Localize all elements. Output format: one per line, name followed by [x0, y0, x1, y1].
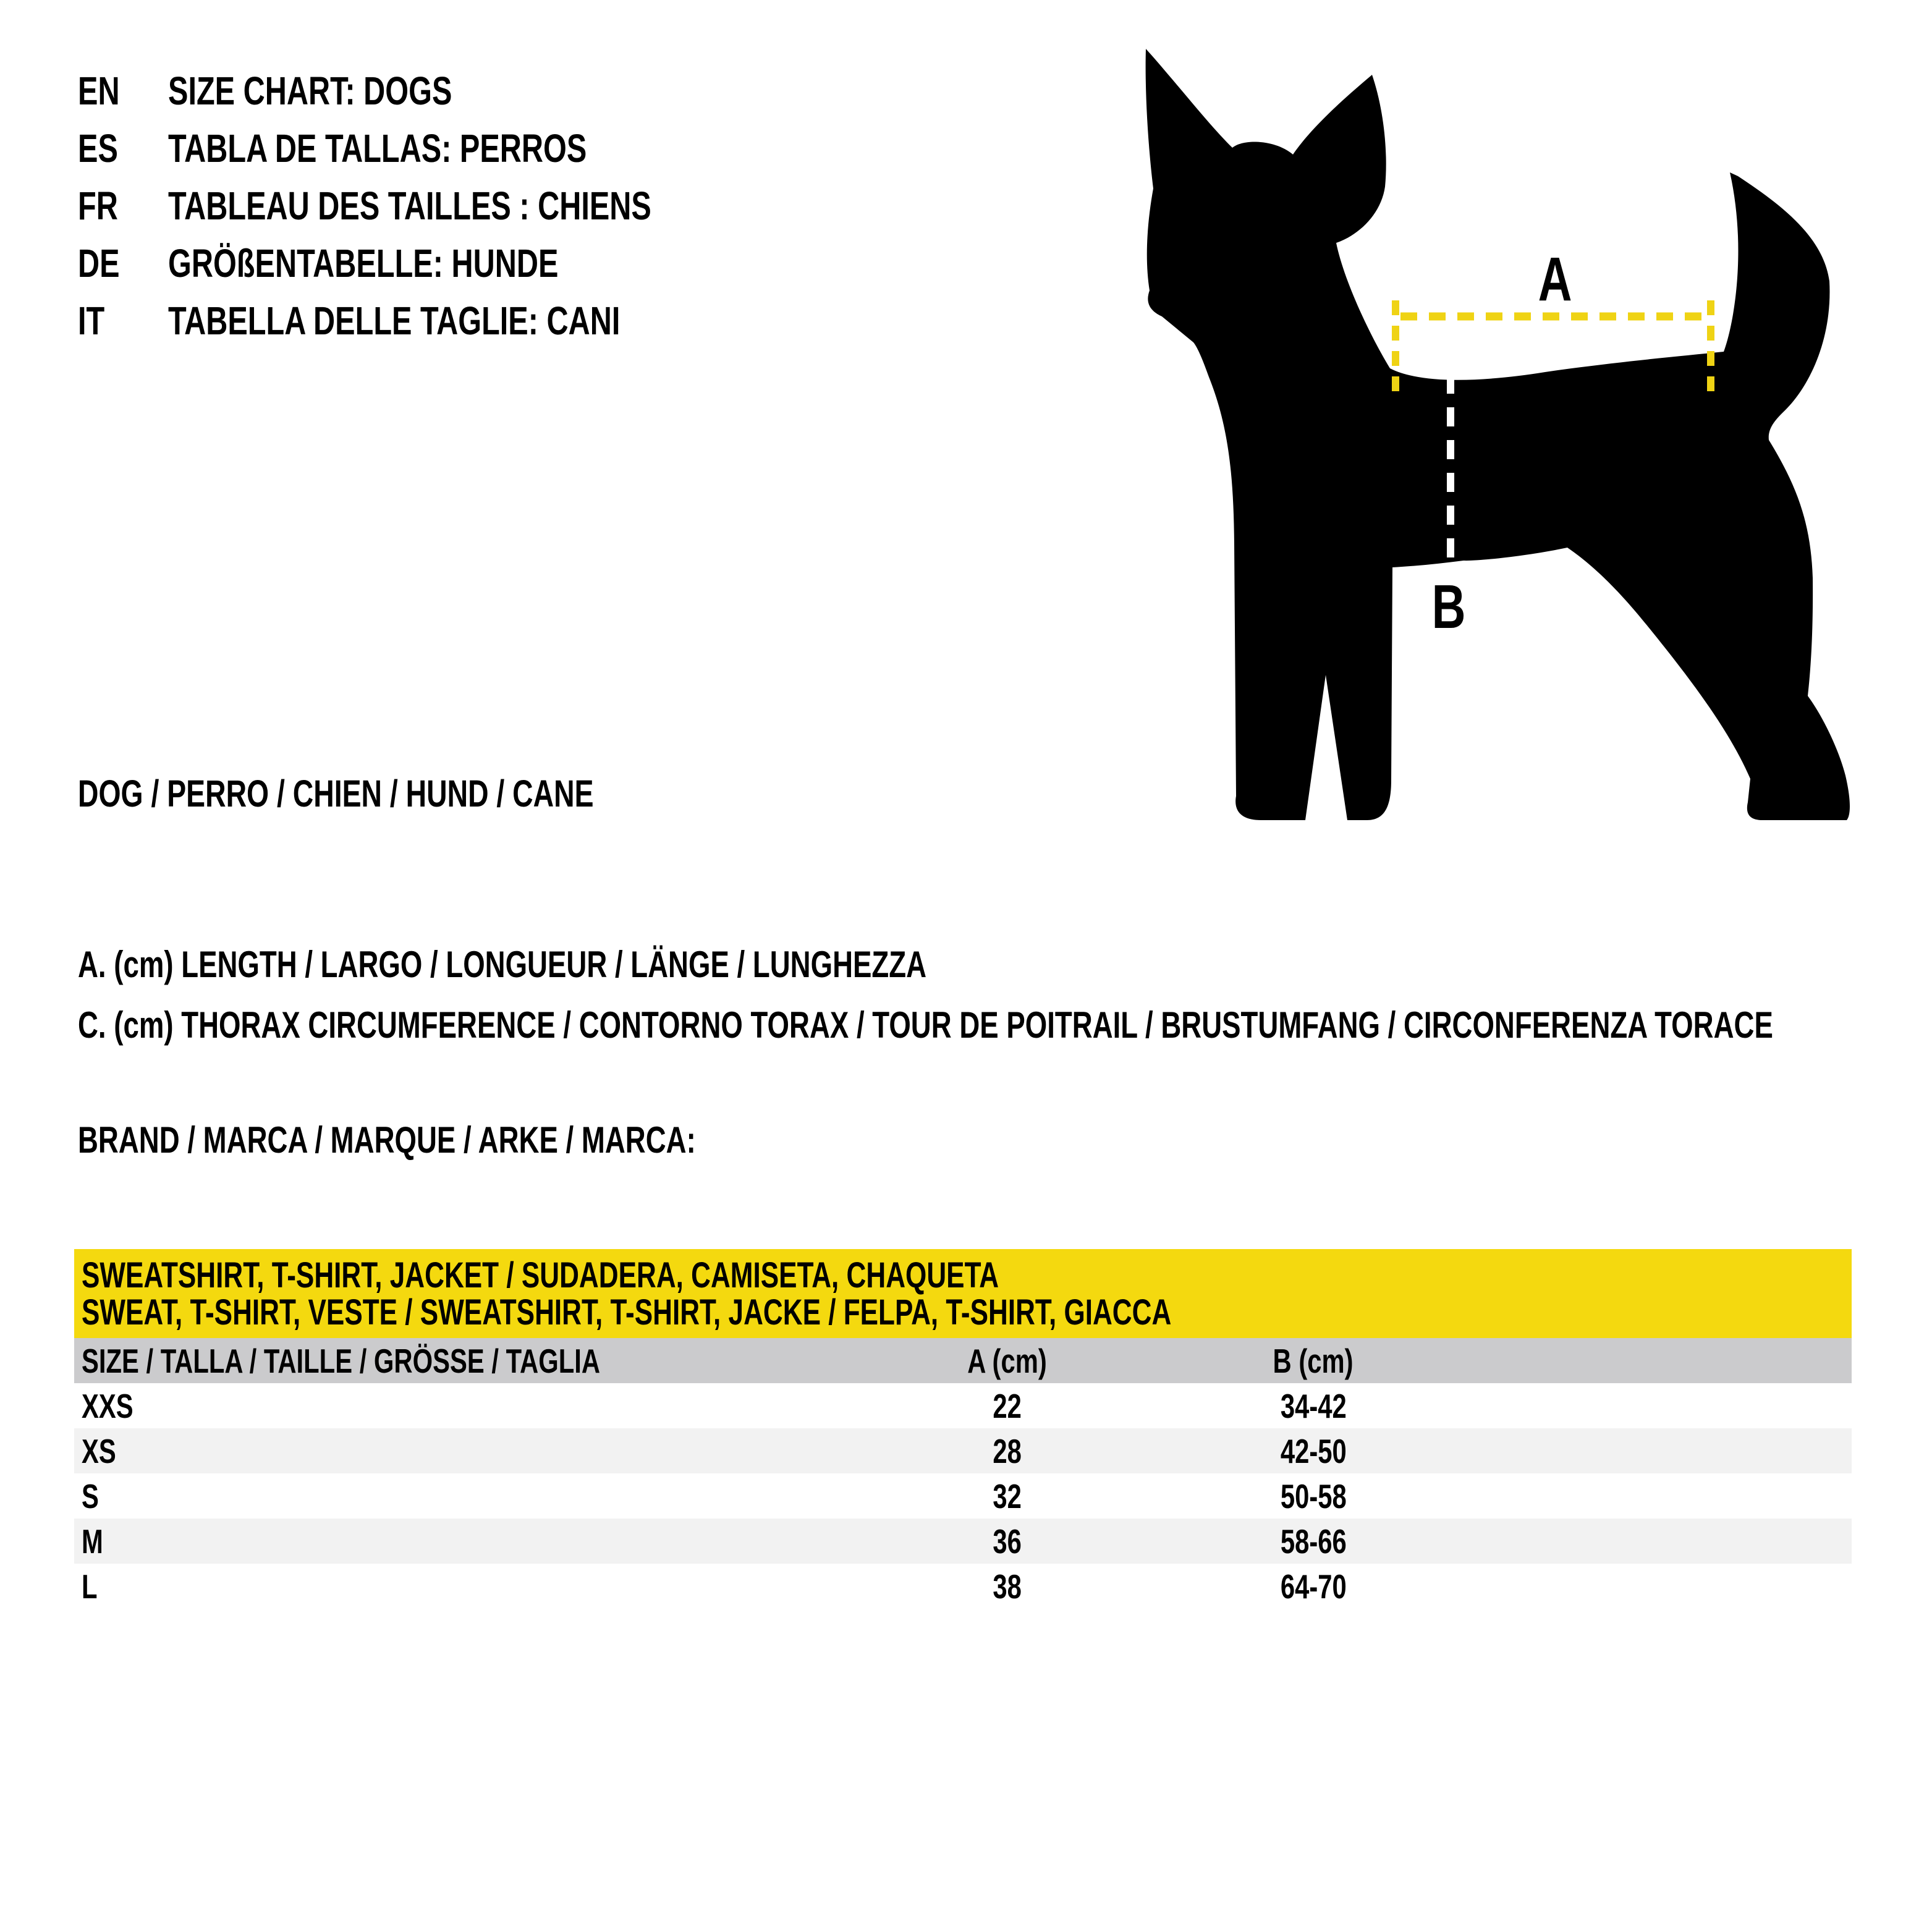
header-a-col: A (cm)	[967, 1341, 1048, 1380]
row-size-cell: L	[82, 1567, 98, 1606]
measure-a-label: A	[1538, 244, 1572, 314]
table-row-s	[74, 1473, 1852, 1519]
row-b-cell: 64-70	[1280, 1567, 1347, 1606]
table-row-xxs	[74, 1383, 1852, 1428]
measurement-note-c: C. (cm) THORAX CIRCUMFERENCE / CONTORNO TORAX / TOUR DE POITRAIL / BRUSTUMFANG / CIRCONFERENZA TORACE	[78, 1004, 1773, 1046]
dog-silhouette	[1146, 49, 1850, 820]
row-size-cell: XXS	[82, 1386, 133, 1425]
row-b-cell: 50-58	[1280, 1477, 1347, 1515]
header-b-col: B (cm)	[1273, 1341, 1354, 1380]
language-code: IT	[78, 298, 105, 343]
category-line-1: SWEATSHIRT, T-SHIRT, JACKET / SUDADERA, CAMISETA, CHAQUETA	[82, 1255, 999, 1295]
header-size-col: SIZE / TALLA / TAILLE / GRÖSSE / TAGLIA	[82, 1341, 601, 1380]
row-b-cell: 58-66	[1280, 1522, 1347, 1561]
language-code: DE	[78, 240, 120, 286]
measure-b-label: B	[1431, 572, 1466, 642]
language-code: EN	[78, 68, 120, 113]
language-title: GRÖßENTABELLE: HUNDE	[168, 240, 559, 286]
row-a-cell: 28	[993, 1431, 1022, 1470]
dog-caption: DOG / PERRO / CHIEN / HUND / CANE	[78, 773, 594, 815]
table-row-l	[74, 1564, 1852, 1609]
language-title: TABLA DE TALLAS: PERROS	[168, 125, 587, 171]
row-size-cell: S	[82, 1477, 99, 1515]
category-line-2: SWEAT, T-SHIRT, VESTE / SWEATSHIRT, T-SHIRT, JACKE / FELPA, T-SHIRT, GIACCA	[82, 1292, 1172, 1332]
row-a-cell: 38	[993, 1567, 1022, 1606]
language-code: FR	[78, 183, 118, 228]
table-header	[74, 1338, 1852, 1383]
row-a-cell: 32	[993, 1477, 1022, 1515]
table-row-xs	[74, 1428, 1852, 1473]
language-title: TABLEAU DES TAILLES : CHIENS	[168, 183, 651, 228]
row-b-cell: 34-42	[1280, 1386, 1347, 1425]
row-b-cell: 42-50	[1280, 1431, 1347, 1470]
row-size-cell: XS	[82, 1431, 116, 1470]
row-a-cell: 22	[993, 1386, 1022, 1425]
brand-line: BRAND / MARCA / MARQUE / ARKE / MARCA:	[78, 1119, 696, 1161]
measurement-note-a: A. (cm) LENGTH / LARGO / LONGUEUR / LÄNGE / LUNGHEZZA	[78, 944, 927, 985]
size-table	[74, 1249, 1852, 1609]
language-title: TABELLA DELLE TAGLIE: CANI	[168, 298, 621, 343]
row-a-cell: 36	[993, 1522, 1022, 1561]
category-band	[74, 1249, 1852, 1338]
table-row-m	[74, 1519, 1852, 1564]
language-title: SIZE CHART: DOGS	[168, 68, 452, 113]
row-size-cell: M	[82, 1522, 103, 1561]
language-code: ES	[78, 125, 118, 171]
